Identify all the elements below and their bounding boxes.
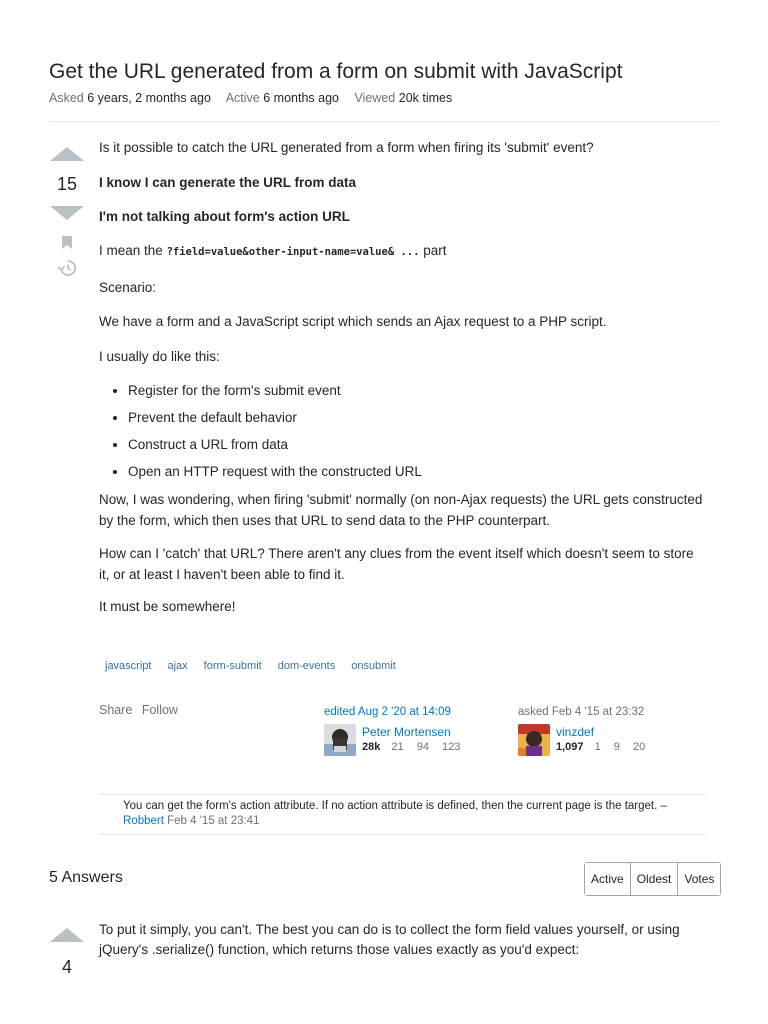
list-item: • Register for the form's submit event: [128, 381, 707, 400]
question-paragraph: We have a form and a JavaScript script which sends an Ajax request to a PHP script.: [99, 314, 607, 329]
question-paragraph: It must be somewhere!: [99, 599, 236, 614]
comment-date[interactable]: Feb 4 '15 at 23:41: [167, 815, 260, 827]
reputation-score: 28k: [362, 741, 381, 753]
reputation-score: 1,097: [556, 741, 584, 753]
question-bold-line: I'm not talking about form's action URL: [99, 209, 350, 224]
answer-sort-tabs: [584, 862, 721, 896]
bronze-badge-count: 20: [632, 741, 646, 753]
question-paragraph: Now, I was wondering, when firing 'submit' normally (on non-Ajax requests) the URL gets constructed by the form, which then uses that URL to send data to the PHP counterpart.: [99, 492, 703, 528]
inline-code: ?field=value&other-input-name=value& ...: [166, 246, 420, 258]
editor-name[interactable]: Peter Mortensen: [362, 725, 451, 739]
question-vote-column: [48, 147, 86, 277]
edited-timestamp[interactable]: edited Aug 2 '20 at 14:09: [324, 706, 451, 718]
question-body: [99, 138, 707, 616]
bookmark-icon[interactable]: [61, 235, 73, 250]
title-divider: [49, 121, 719, 122]
tag-javascript[interactable]: javascript: [99, 656, 157, 676]
question-paragraph: How can I 'catch' that URL? There aren't any clues from the event itself which doesn't seem to store it, or at least I haven't been able to find it.: [99, 546, 694, 582]
gold-badge-count: 1: [594, 741, 601, 753]
asker-card: [518, 704, 708, 754]
asked-value[interactable]: 6 years, 2 months ago: [87, 91, 211, 105]
steps-list: [99, 381, 707, 481]
editor-card: [324, 704, 504, 754]
tag-list: [99, 656, 402, 676]
sort-active-button[interactable]: Active: [585, 863, 631, 895]
page-title: Get the URL generated from a form on submit with JavaScript: [49, 60, 623, 83]
question-meta: [49, 91, 464, 105]
viewed-value: 20k times: [398, 91, 453, 105]
avatar[interactable]: [518, 724, 550, 756]
post-actions: [99, 703, 184, 717]
active-value[interactable]: 6 months ago: [263, 91, 339, 105]
tag-form-submit[interactable]: form-submit: [198, 656, 268, 676]
comment-text: You can get the form's action attribute. If no action attribute is defined, then the current page is the target. –: [123, 800, 667, 812]
comment-list: [99, 794, 706, 835]
list-item: • Construct a URL from data: [128, 435, 707, 454]
question-paragraph: I mean the ?field=value&other-input-name=value& ... part: [99, 243, 447, 258]
viewed-label: Viewed: [354, 91, 396, 105]
answer-vote-column: [48, 928, 86, 978]
question-score: 15: [56, 174, 78, 194]
comment-user[interactable]: Robbert: [123, 815, 164, 827]
answers-count: 5 Answers: [49, 869, 123, 886]
upvote-arrow-icon[interactable]: [50, 147, 84, 161]
downvote-arrow-icon[interactable]: [50, 206, 84, 220]
share-link[interactable]: Share: [99, 703, 133, 717]
history-icon[interactable]: [57, 259, 77, 277]
question-paragraph: Scenario:: [99, 280, 157, 295]
tag-onsubmit[interactable]: onsubmit: [345, 656, 402, 676]
answer-body: [99, 920, 707, 960]
tag-ajax[interactable]: ajax: [161, 656, 193, 676]
silver-badge-count: 9: [613, 741, 620, 753]
asker-reputation: [556, 741, 655, 753]
list-item: • Prevent the default behavior: [128, 408, 707, 427]
editor-user: [324, 724, 504, 754]
question-paragraph: Is it possible to catch the URL generated from a form when firing its 'submit' event?: [99, 140, 594, 155]
sort-oldest-button[interactable]: Oldest: [631, 863, 679, 895]
bronze-badge-count: 123: [442, 741, 461, 753]
question-paragraph: I usually do like this:: [99, 349, 220, 364]
tag-dom-events[interactable]: dom-events: [272, 656, 341, 676]
asked-label: Asked: [49, 91, 84, 105]
silver-badge-count: 94: [416, 741, 429, 753]
asked-timestamp: asked Feb 4 '15 at 23:32: [518, 706, 645, 718]
avatar[interactable]: [324, 724, 356, 756]
gold-badge-count: 21: [391, 741, 404, 753]
sort-votes-button[interactable]: Votes: [678, 863, 720, 895]
asker-name[interactable]: vinzdef: [556, 725, 595, 739]
upvote-arrow-icon[interactable]: [50, 928, 84, 942]
question-bold-line: I know I can generate the URL from data: [99, 175, 357, 190]
comment: [99, 795, 706, 834]
active-label: Active: [225, 91, 260, 105]
follow-link[interactable]: Follow: [141, 703, 178, 717]
editor-reputation: [362, 741, 470, 753]
list-item: • Open an HTTP request with the constructed URL: [128, 462, 707, 481]
answer-paragraph: To put it simply, you can't. The best you can do is to collect the form field values yourself, or using jQuery's .serialize() function, which returns those values exactly as you'd expect:: [99, 922, 680, 957]
asker-user: [518, 724, 708, 754]
answer-score: 4: [61, 957, 72, 977]
